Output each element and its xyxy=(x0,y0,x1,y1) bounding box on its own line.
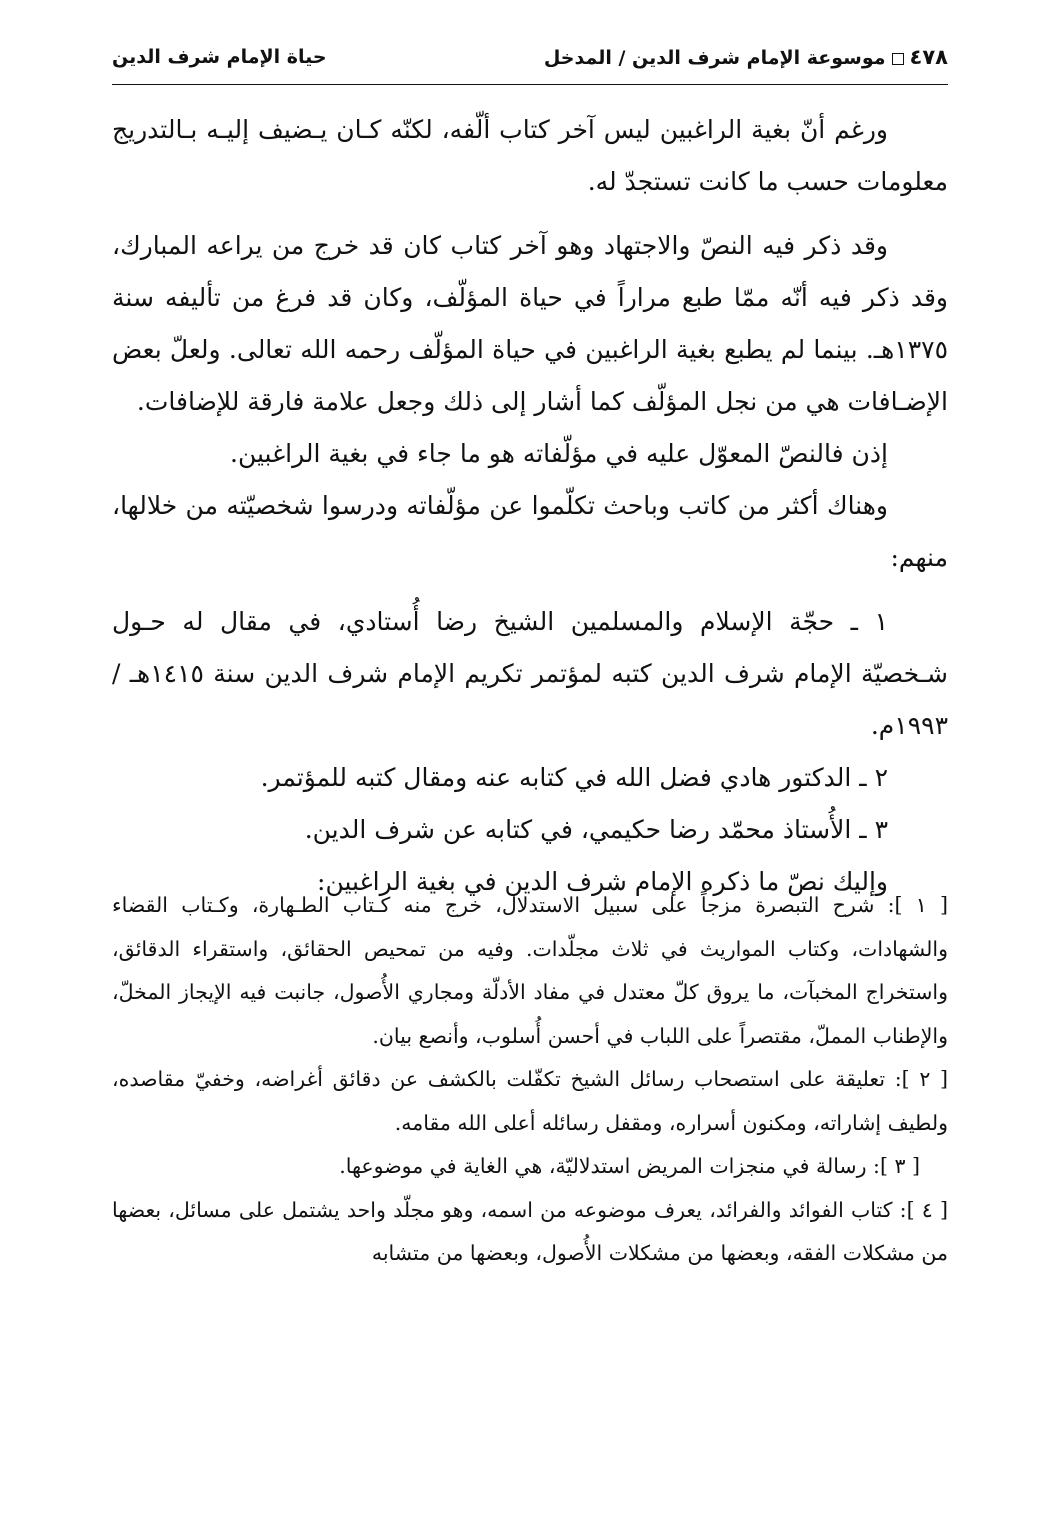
quoted-entry xyxy=(112,1189,948,1276)
entry-text: كتاب الفوائد والفرائد، يعرف موضوعه من اسمه، وهو مجلّد واحد يشتمل على مسائل، بعضها من مشكلات الفقه، وبعضها من مشكلات الأُصول، وبعضها من متشابه xyxy=(112,1197,948,1265)
quoted-entry xyxy=(112,1145,948,1189)
paragraph: وقد ذكر فيه النصّ والاجتهاد وهو آخر كتاب كان قد خرج من يراعه المبارك، وقد ذكر فيه أنّه ممّا طبع مراراً في حياة المؤلّف، وكان قد فرغ من تأليفه سنة ١٣٧٥هـ. بينما لم يطبع بغية الراغبين في حياة المؤلّف رحمه الله تعالى. ولعلّ بعض الإضـافات هي من نجل المؤلّف كما أشار إلى ذلك وجعل علامة فارقة للإضافات. xyxy=(112,231,948,416)
list-item: ٢ ـ الدكتور هادي فضل الله في كتابه عنه ومقال كتبه للمؤتمر. xyxy=(260,763,888,792)
header-divider xyxy=(112,84,948,85)
header-book-info xyxy=(544,36,948,79)
paragraph: إذن فالنصّ المعوّل عليه في مؤلّفاته هو ما جاء في بغية الراغبين. xyxy=(230,439,888,468)
page-header xyxy=(112,36,948,78)
entry-text: تعليقة على استصحاب رسائل الشيخ تكفّلت بالكشف عن دقائق أغراضه، وخفيّ مقاصده، ولطيف إشاراته، ومكنون أسراره، ومقفل رسائله أعلى الله مقامه. xyxy=(112,1067,948,1135)
list-item: ٣ ـ الأُستاذ محمّد رضا حكيمي، في كتابه عن شرف الدين. xyxy=(304,815,888,844)
paragraph: وهناك أكثر من كاتب وباحث تكلّموا عن مؤلّفاته ودرسوا شخصيّته من خلالها، منهم: xyxy=(112,491,948,572)
entry-number: [ ٤ ]: xyxy=(899,1197,948,1222)
square-bullet-icon xyxy=(892,53,904,65)
list-item: ١ ـ حجّة الإسلام والمسلمين الشيخ رضا أُستادي، في مقال له حـول شـخصيّة الإمام شرف الدين كتبه لمؤتمر تكريم الإمام شرف الدين سنة ١٤١٥هـ / ١٩٩٣م. xyxy=(112,607,948,740)
book-title: موسوعة الإمام شرف الدين / المدخل xyxy=(543,47,886,69)
page-number: ٤٧٨ xyxy=(909,45,948,69)
quoted-entry xyxy=(112,884,948,1058)
entry-number: [ ٢ ]: xyxy=(894,1067,949,1091)
paragraph: ورغم أنّ بغية الراغبين ليس آخر كتاب ألّفه، لكنّه كـان يـضيف إليـه بـالتدريج معلومات حسب ما كانت تستجدّ له. xyxy=(112,115,948,196)
quoted-entry xyxy=(112,1058,948,1145)
closing-line: وإليك نصّ ما ذكره الإمام شرف الدين في بغية الراغبين: xyxy=(317,867,888,896)
main-text xyxy=(112,104,948,908)
entry-number: [ ١ ]: xyxy=(887,893,949,917)
entry-text: رسالة في منجزات المريض استدلاليّة، هي الغاية في موضوعها. xyxy=(339,1154,867,1178)
quoted-entries xyxy=(112,884,948,1276)
entry-text: شرح التبصرة مزجاً على سبيل الاستدلال، خرج منه كـتاب الطـهارة، وكـتاب القضاء والشهادات، وكتاب المواريث في ثلاث مجلّدات. وفيه من تمحيص الحقائق، واستقراء الدقائق، واستخراج المخبآت، ما يروق كلّ معتدل في مفاد الأدلّة ومجاري الأُصول، جانبت فيه الإيجاز المخلّ، والإطناب المملّ، مقتصراً على اللباب في أحسن أُسلوب، وأنصع بيان. xyxy=(112,893,948,1048)
header-section-title: حياة الإمام شرف الدين xyxy=(112,46,327,68)
entry-number: [ ٣ ]: xyxy=(873,1154,920,1178)
